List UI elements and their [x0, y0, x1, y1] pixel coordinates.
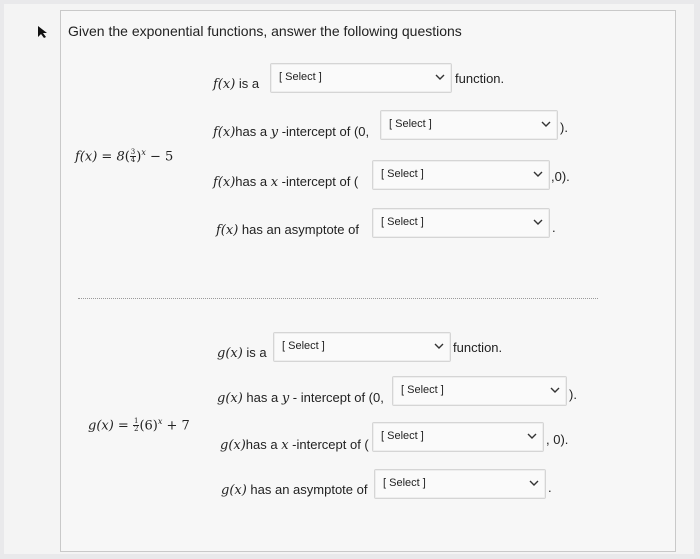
- g-q1-select[interactable]: [273, 332, 451, 362]
- g-def-rhs: + 7: [162, 418, 190, 434]
- question-prompt: Given the exponential functions, answer the following questions: [68, 23, 462, 39]
- f-q4-text: [216, 222, 359, 238]
- f-q3-var: x: [270, 175, 279, 190]
- chevron-down-icon: [527, 431, 537, 441]
- f-q4-pre: has an asymptote of: [238, 222, 359, 237]
- f-frac-num: 3: [130, 148, 136, 157]
- f-q2-mid: -intercept of (0,: [278, 124, 370, 139]
- g-q4-text: [221, 482, 367, 498]
- chevron-down-icon: [435, 72, 445, 82]
- f-q4-fx: f(x): [216, 223, 239, 238]
- chevron-down-icon: [434, 341, 444, 351]
- f-q2-select-label: [ Select ]: [389, 118, 432, 130]
- g-q3-var: x: [281, 438, 289, 453]
- f-q1-fx: f(x): [213, 77, 236, 92]
- chevron-down-icon: [550, 385, 560, 395]
- mouse-cursor-icon: [37, 25, 49, 39]
- g-q3-mid: -intercept of (: [288, 437, 369, 452]
- f-q1-text: [213, 76, 259, 92]
- f-def-lhs: f(x) = 8: [75, 149, 125, 165]
- g-q3-text: [220, 437, 369, 453]
- f-q2-pre: has a: [235, 124, 271, 139]
- f-q4-select-label: [ Select ]: [381, 216, 424, 228]
- g-frac-den: 2: [133, 425, 139, 434]
- f-q3-select-label: [ Select ]: [381, 168, 424, 180]
- f-q1-post: function.: [455, 71, 505, 86]
- g-q2-pre: has a: [242, 390, 282, 405]
- g-q2-var: y: [281, 391, 290, 406]
- g-q2-select-label: [ Select ]: [401, 384, 444, 396]
- g-definition: [88, 417, 190, 433]
- g-q2-text: [217, 390, 384, 406]
- g-def-lhs: g(x) =: [88, 418, 133, 434]
- g-q3-fx: g(x): [220, 438, 246, 453]
- g-q1-select-label: [ Select ]: [282, 340, 325, 352]
- g-q1-post: function.: [453, 340, 503, 355]
- f-q3-select[interactable]: [372, 160, 550, 190]
- g-q1-pre: is a: [242, 345, 267, 360]
- g-frac-num: 1: [133, 417, 139, 426]
- g-q4-pre: has an asymptote of: [246, 482, 368, 497]
- f-q3-fx: f(x): [213, 175, 236, 190]
- f-def-rhs: − 5: [145, 149, 174, 165]
- f-q3-text: [213, 174, 358, 190]
- chevron-down-icon: [533, 169, 543, 179]
- g-q4-select-label: [ Select ]: [383, 477, 426, 489]
- f-q2-post: ).: [560, 120, 568, 135]
- f-q3-pre: has a: [235, 174, 271, 189]
- f-q1-select-label: [ Select ]: [279, 71, 322, 83]
- f-definition: f(x) = 8( $\frac{3}{4}$ )$^x$ − 5: [75, 148, 174, 165]
- chevron-down-icon: [529, 478, 539, 488]
- f-q2-text: [213, 124, 369, 140]
- g-q3-pre: has a: [245, 437, 282, 452]
- g-q4-fx: g(x): [221, 483, 247, 498]
- f-q4-select[interactable]: [372, 208, 550, 238]
- f-def-exponent: x: [141, 148, 146, 157]
- g-q4-post: .: [548, 480, 552, 495]
- chevron-down-icon: [541, 119, 551, 129]
- f-q4-post: .: [552, 220, 556, 235]
- f-q3-post: ,0).: [551, 169, 570, 184]
- f-q1-pre: is a: [235, 76, 260, 91]
- g-q1-text: [217, 345, 267, 361]
- g-q2-mid: - intercept of (0,: [289, 390, 384, 405]
- g-def-base: (6): [139, 418, 158, 434]
- g-q2-select[interactable]: [392, 376, 567, 406]
- f-q2-select[interactable]: [380, 110, 558, 140]
- g-q3-select[interactable]: [372, 422, 544, 452]
- f-q3-mid: -intercept of (: [278, 174, 359, 189]
- f-frac-den: 4: [130, 156, 136, 165]
- g-q1-fx: g(x): [217, 346, 243, 361]
- chevron-down-icon: [533, 217, 543, 227]
- f-q2-fx: f(x): [213, 125, 236, 140]
- g-q3-select-label: [ Select ]: [381, 430, 424, 442]
- g-q2-fx: g(x): [217, 391, 243, 406]
- section-divider: [78, 298, 598, 299]
- g-q2-post: ).: [569, 387, 577, 402]
- g-q4-select[interactable]: [374, 469, 546, 499]
- f-q2-var: y: [270, 125, 279, 140]
- g-def-exponent: x: [157, 417, 163, 426]
- g-q3-post: , 0).: [546, 432, 569, 447]
- f-q1-select[interactable]: [270, 63, 452, 93]
